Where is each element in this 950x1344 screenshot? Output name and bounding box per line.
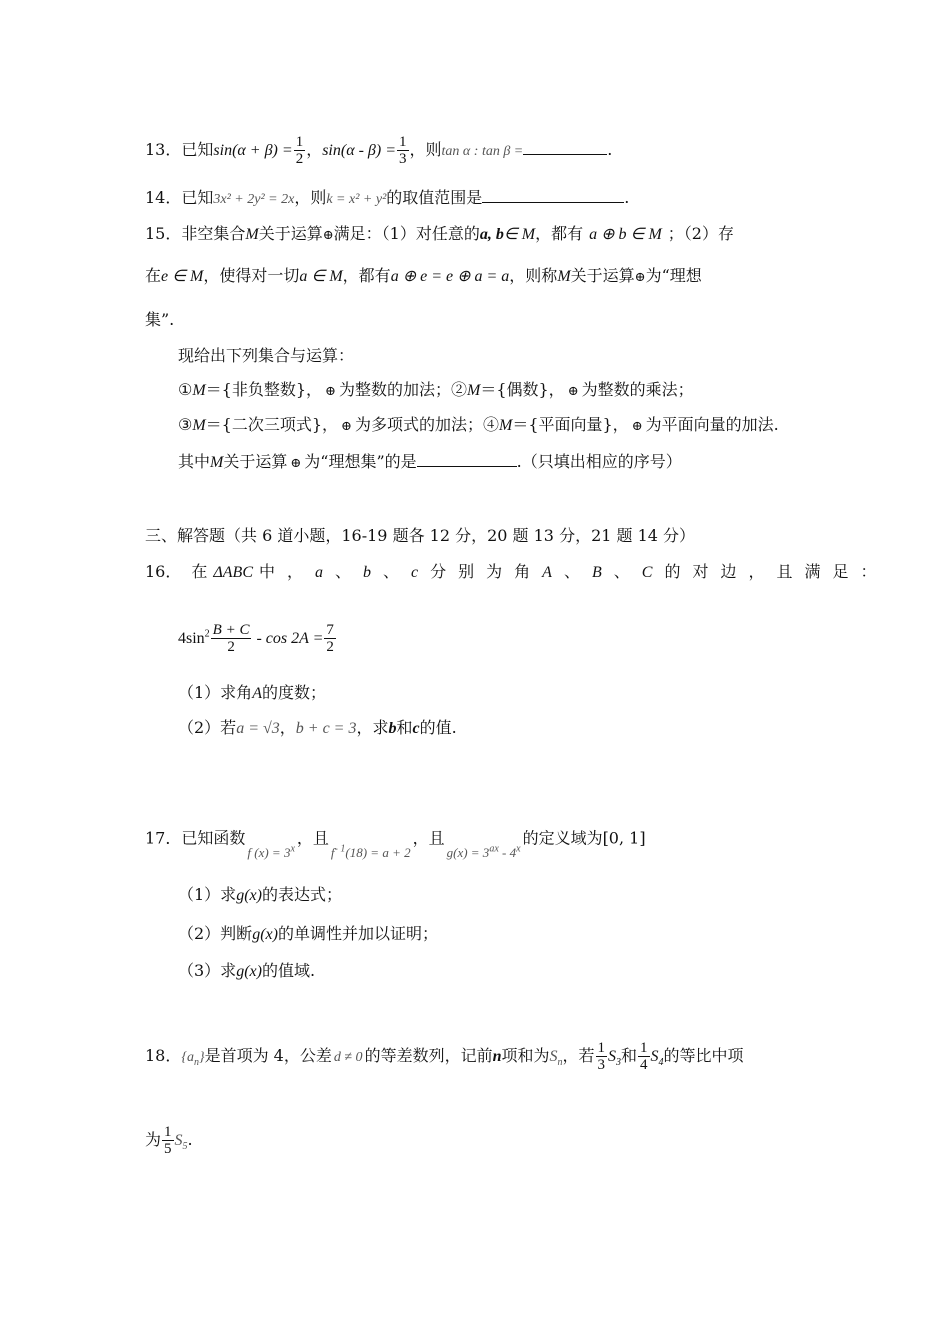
question-17: 17．已知函数$_{f (x) = 3^x}$，且$_{f^{- 1}(18) = a + 2}$，且$_{g(x) = 3^{ax} - 4^x}$的定义域为[0, 1] [145,828,646,861]
q13-sin-diff: sin(α - β) = [322,142,397,159]
question-15-line-2: 在e ∈ M，使得对一切a ∈ M，都有a ⊕ e = e ⊕ a = a，则称M关于运算⊕为“理想 [145,266,702,285]
q18-fraction-third: $\frac{1}{3}$ [597,1040,606,1073]
q16-part-2: （2）若a = √3，b + c = 3，求b和c的值. [178,718,457,737]
question-16: 16． 在 ΔABC 中，a 、b 、c 分别为角A 、B 、C 的对边，且满足： [145,562,889,581]
q16-fraction-bc: $\frac{B + C}{2}$ [212,622,250,655]
q16-equation: $4\sin^2$ $\frac{B + C}{2}$ - cos 2A = $\frac{7}{2}$ [178,622,334,655]
q15-options-3-4: ③M＝{二次三项式}， ⊕ 为多项式的加法；④M＝{平面向量}， ⊕ 为平面向量的加法. [178,415,779,434]
section-3-heading: 三、解答题（共 6 道小题，16-19 题各 12 分，20 题 13 分，21 题 14 分） [145,526,696,545]
q13-fraction-half: $\frac{1}{2}$ [295,134,304,167]
question-14: 14．已知3x² + 2y² = 2x，则k = x² + y²的取值范围是 . [145,188,630,207]
question-18: 18．$\{a_n\}$是首项为 4，公差 d ≠ 0 的等差数列，记前n项和为$S_n$，若 $\frac{1}{3}$ $S_3$和 $\frac{1}{4}$ $S_4$的等比中项 [145,1040,744,1073]
oplus-icon: ⊕ [631,418,643,433]
q16-fraction-seven-halves: $\frac{7}{2}$ [326,622,334,655]
q13-tan-ratio: tan α : tan β = [441,144,524,159]
q14-k-expression: k = x² + y² [326,192,387,207]
q17-g-definition: g(x) = 3ax - 4x [446,844,521,861]
q15-options-1-2: ①M＝{非负整数}， ⊕ 为整数的加法；②M＝{偶数}， ⊕ 为整数的乘法； [178,380,694,399]
q17-part-1: （1）求g(x)的表达式； [178,885,342,904]
q14-answer-blank[interactable] [482,188,624,203]
q17-f-inverse: f- 1(18) = a + 2 [330,844,411,861]
q15-intro: 现给出下列集合与运算： [178,346,355,365]
q16-part-1: （1）求角A的度数； [178,683,326,702]
question-15-line-3: 集”. [145,310,175,329]
q18-fraction-fifth: $\frac{1}{5}$ [164,1124,172,1157]
q13-answer-blank[interactable] [523,140,607,155]
oplus-icon: ⊕ [325,383,336,398]
q13-prefix: 已知 [181,140,214,159]
q13-number: 13． [145,140,182,159]
q15-number: 15． [145,224,182,243]
question-18-line-2: 为 $\frac{1}{5}$ $S_5$. [145,1124,193,1157]
q13-sin-sum: sin(α + β) = [213,142,293,159]
q17-part-3: （3）求g(x)的值域. [178,961,316,980]
question-15-line-1: 15．非空集合M关于运算⊕满足：（1）对任意的a, b∈ M，都有 a ⊕ b ∈ M ；（2）存 [145,224,734,243]
question-13: 13．已知sin(α + β) = $\frac{1}{2}$ ，sin(α - β) = $\frac{1}{3}$ ，则tan α : tan β = . [145,134,613,167]
oplus-icon: ⊕ [567,383,579,398]
oplus-icon: ⊕ [290,455,302,470]
q17-f-definition: f (x) = 3x [247,844,295,861]
q18-fraction-quarter: $\frac{1}{4}$ [640,1040,648,1073]
q17-part-2: （2）判断g(x)的单调性并加以证明； [178,924,438,943]
oplus-icon: ⊕ [322,227,334,242]
q15-ask: 其中M关于运算 ⊕ 为“理想集”的是 .（只填出相应的序号） [178,452,682,471]
q14-number: 14． [145,188,182,207]
oplus-icon: ⊕ [634,269,646,284]
q13-fraction-third: $\frac{1}{3}$ [399,134,407,167]
q14-equation: 3x² + 2y² = 2x [213,192,295,207]
oplus-icon: ⊕ [341,418,352,433]
q15-answer-blank[interactable] [417,452,517,467]
